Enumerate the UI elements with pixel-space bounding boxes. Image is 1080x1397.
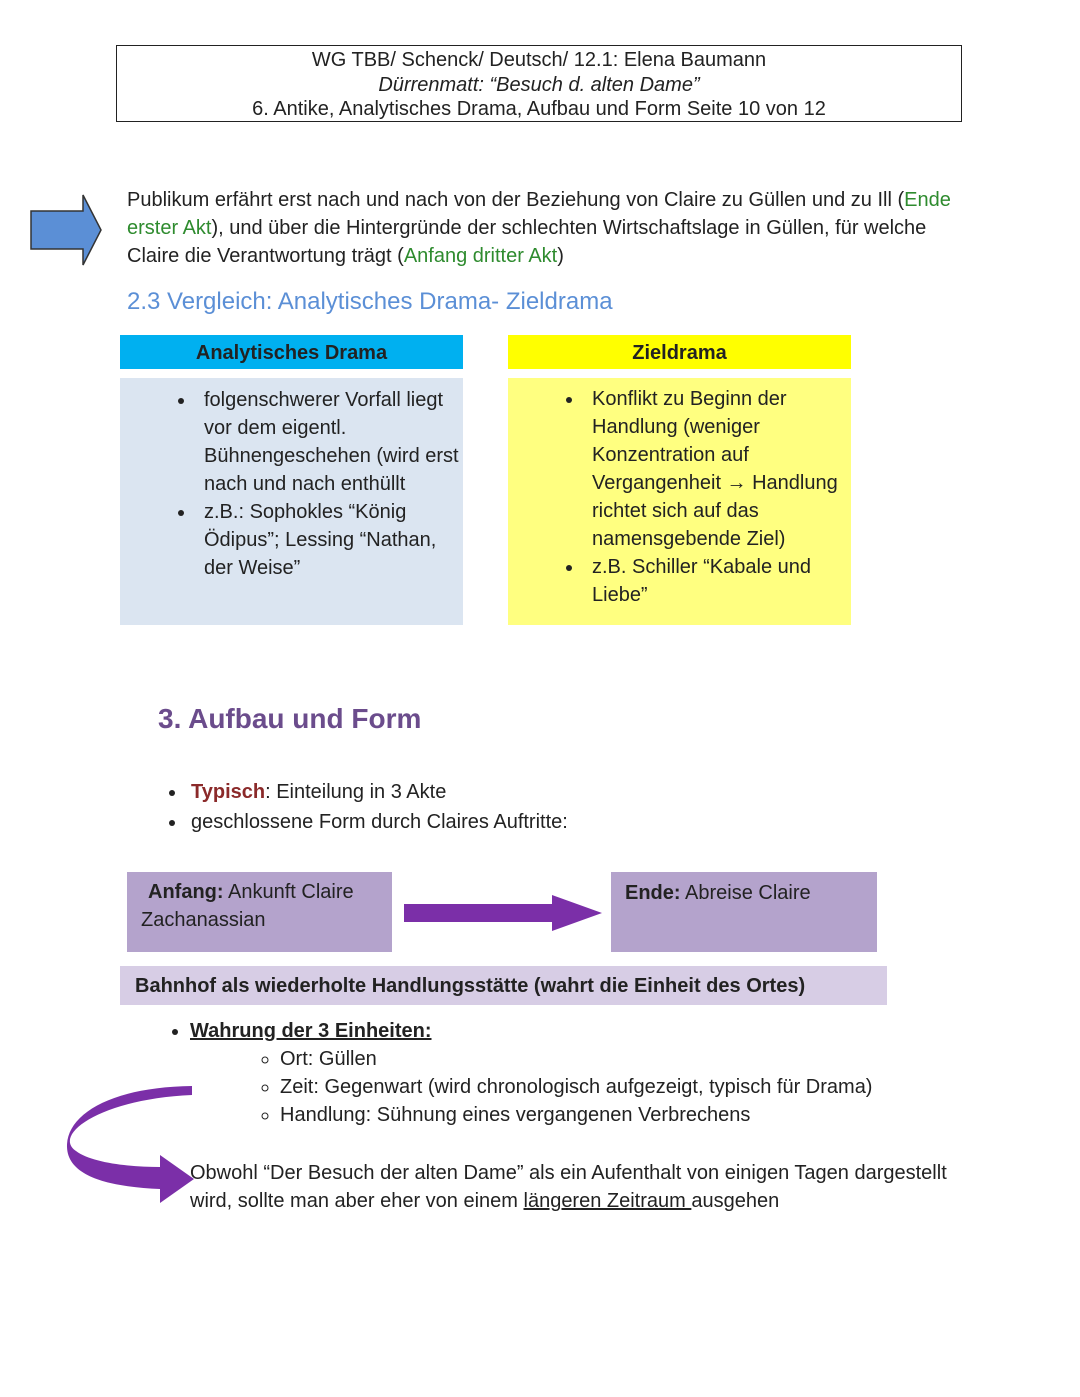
typical-text: : Einteilung in 3 Akte <box>265 781 447 803</box>
intro-highlight-1: Ende erster Akt <box>127 189 951 239</box>
obwohl-text-2: ausgehen <box>691 1190 780 1212</box>
header-topic-page: 6. Antike, Analytisches Drama, Aufbau und Form Seite 10 von 12 <box>252 98 826 120</box>
typical-label: Typisch <box>191 781 266 803</box>
analytic-drama-body <box>120 378 463 625</box>
start-text: Ankunft Claire Zachanassian <box>141 881 354 931</box>
end-box <box>611 872 877 952</box>
end-label: Ende: <box>625 882 681 904</box>
intro-text-1: Publikum erfährt erst nach und nach von der Beziehung von Claire zu Güllen und zu Ill ( <box>127 189 905 211</box>
intro-text-2: ), und über die Hintergründe der schlechten Wirtschaftslage in Güllen, für welche Claire die Verantwortung trägt ( <box>127 217 927 267</box>
section-3-heading: 3. Aufbau und Form <box>158 703 422 734</box>
closed-form-bullet: • geschlossene Form durch Claires Auftritte: <box>187 807 568 837</box>
goal-item-1: • Konflikt zu Beginn der Handlung (weniger Konzentration auf Vergangenheit → Handlung richtet sich auf das namensgebende Ziel) <box>584 385 851 553</box>
end-text: Abreise Claire <box>680 882 811 904</box>
analytic-drama-header: Analytisches Drama <box>120 335 463 369</box>
blue-arrow-icon <box>28 192 104 268</box>
bahnhof-strip: Bahnhof als wiederholte Handlungsstätte (wahrt die Einheit des Ortes) <box>120 966 887 1005</box>
purple-arrow-icon <box>402 893 604 933</box>
goal-drama-header: Zieldrama <box>508 335 851 369</box>
header-course-line: WG TBB/ Schenck/ Deutsch/ 12.1: Elena Baumann <box>311 49 767 71</box>
unity-action: ◦ Handlung: Sühnung eines vergangenen Verbrechens <box>280 1101 960 1129</box>
analytic-item-1: • folgenschwerer Vorfall liegt vor dem eigentl. Bühnengeschehen (wird erst nach und nach enthüllt <box>196 386 463 498</box>
unities-bullet <box>190 1017 960 1129</box>
unity-time: ◦ Zeit: Gegenwart (wird chronologisch aufgezeigt, typisch für Drama) <box>280 1073 960 1101</box>
curved-arrow-icon <box>60 1085 200 1210</box>
start-label: Anfang: <box>148 881 224 903</box>
unity-place: ◦ Ort: Güllen <box>280 1045 960 1073</box>
unities-block <box>160 1017 960 1129</box>
obwohl-text-1: Obwohl “Der Besuch der alten Dame” als ein Aufenthalt von einigen Tagen dargestellt wird, sollte man aber eher von einem <box>190 1162 947 1212</box>
typical-bullet <box>187 777 568 807</box>
start-box <box>127 872 392 952</box>
obwohl-underlined: längeren Zeitraum <box>523 1190 692 1212</box>
section-2-3-heading: 2.3 Vergleich: Analytisches Drama- Zieldrama <box>127 288 613 315</box>
structure-bullets <box>120 777 568 837</box>
intro-highlight-2: Anfang dritter Akt <box>403 245 558 267</box>
goal-item-2: • z.B. Schiller “Kabale und Liebe” <box>584 553 851 609</box>
intro-paragraph <box>127 186 957 270</box>
intro-text-3: ) <box>557 245 564 267</box>
analytic-item-2: • z.B.: Sophokles “König Ödipus”; Lessing “Nathan, der Weise” <box>196 498 463 582</box>
obwohl-paragraph <box>190 1159 970 1215</box>
unities-title: Wahrung der 3 Einheiten: <box>190 1020 432 1042</box>
goal-drama-body <box>508 378 851 625</box>
header-work-title: Dürrenmatt: “Besuch d. alten Dame” <box>378 73 700 96</box>
document-header <box>116 45 962 122</box>
